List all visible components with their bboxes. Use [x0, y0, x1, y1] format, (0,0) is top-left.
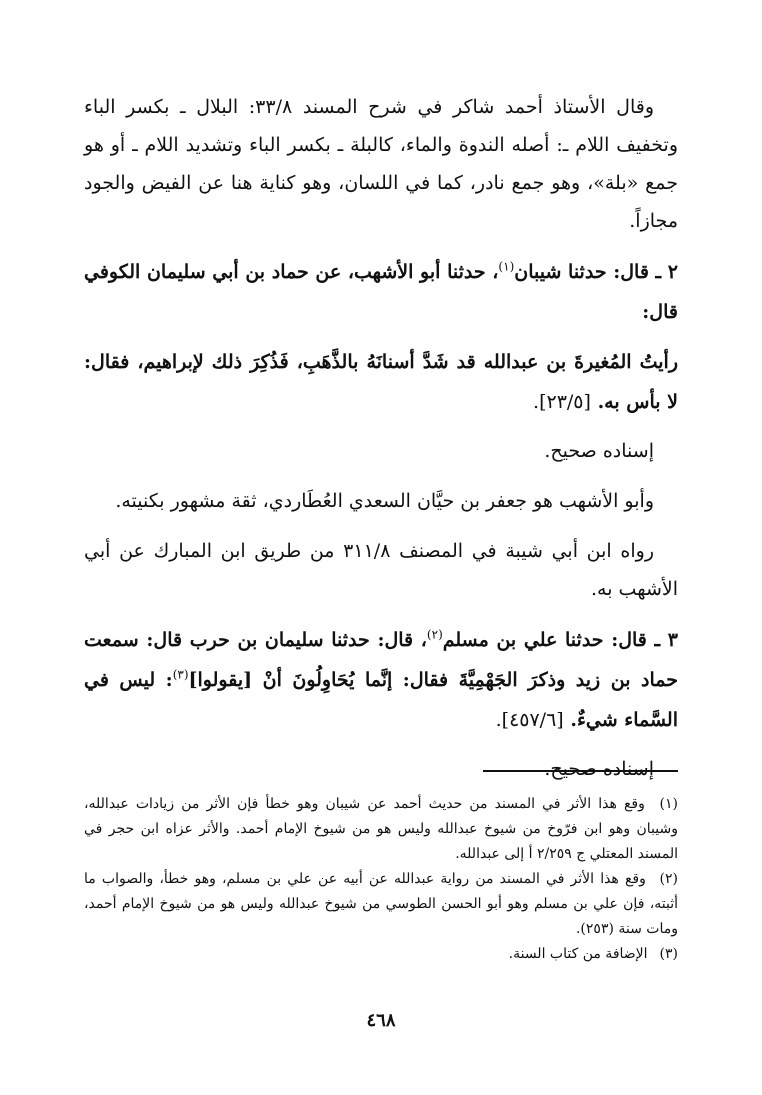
- hadith-2-narrator-note: وأبو الأشهب هو جعفر بن حيَّان السعدي العُطَاردي، ثقة مشهور بكنيته.: [115, 490, 654, 512]
- hadith-2-isnad-rest: ، حدثنا أبو الأشهب، عن حماد بن أبي سليمان الكوفي قال:: [84, 261, 678, 323]
- hadith-2-reference: [٢٣/٥].: [533, 391, 591, 413]
- hadith-2-isnad-start: ٢ ـ قال: حدثنا شيبان: [514, 261, 679, 283]
- footnote-2-number: (٢): [659, 871, 678, 887]
- hadith-3-isnad-rest: ، قال: حدثنا سليمان بن حرب قال: سمعت حماد بن زيد وذكرَ الجَهْمِيَّةَ فقال: إنَّما يُحَاوِلُونَ أنْ [يقولوا]: [84, 629, 678, 691]
- hadith-2-takhrij: رواه ابن أبي شيبة في المصنف ٣١١/٨ من طريق ابن المبارك عن أبي الأشهب به.: [84, 540, 678, 600]
- footnote-divider: [483, 770, 678, 772]
- footnote-ref-2: (٢): [426, 627, 443, 642]
- hadith-3-text: : ليس في السَّماء شيءٌ.: [84, 669, 678, 731]
- footnote-1: [84, 792, 678, 867]
- hadith-2: [84, 252, 678, 332]
- footnote-ref-1: (١): [498, 259, 515, 274]
- hadith-3-isnad-start: ٣ ـ قال: حدثنا علي بن مسلم: [442, 629, 678, 651]
- footnote-ref-3: (٣): [172, 667, 189, 682]
- hadith-3: [84, 620, 678, 740]
- footnote-2: [84, 867, 678, 942]
- footnote-1-text: وقع هذا الأثر في المسند من حديث أحمد عن شيبان وهو خطأ فإن الأثر من زيادات عبدالله، وشيبان وهو ابن فرّوخ من شيوخ عبدالله وليس هو من شيوخ الإمام أحمد. والأثر عزاه ابن حجر في المسند المعتلي ج ٢/٢٥٩ أ إلى عبدالله.: [84, 796, 678, 862]
- hadith-2-matn: [84, 342, 678, 422]
- hadith-2-grading: إسناده صحيح.: [544, 440, 654, 462]
- footnote-2-text: وقع هذا الأثر في المسند من رواية عبدالله عن أبيه عن علي بن مسلم، وهو خطأ، والصواب ما أثبته، فإن علي بن مسلم وهو أبو الحسن الطوسي من شيوخ عبدالله وليس هو من شيوخ الإمام أحمد، ومات سنة (٢٥٣).: [84, 871, 678, 937]
- page-number: ٤٦٨: [366, 1010, 396, 1031]
- commentary-paragraph: وقال الأستاذ أحمد شاكر في شرح المسند ٣٣/٨: البلال ـ بكسر الباء وتخفيف اللام ـ: أصله الندوة والماء، كالبلة ـ بكسر الباء وتشديد اللام ـ أو هو جمع «بلة»، وهو جمع نادر، كما في اللسان، وهو كناية هنا عن الفيض والجود مجازاً.: [84, 96, 678, 232]
- footnotes: [84, 792, 678, 967]
- hadith-2-text: رأيتُ المُغيرةَ بن عبدالله قد شَدَّ أسنانَهُ بالذَّهَبِ، فَذُكِرَ ذلك لإبراهيم، فقال: لا بأس به.: [84, 351, 678, 413]
- footnote-1-number: (١): [659, 796, 679, 812]
- footnote-3: [84, 942, 678, 967]
- footnote-3-text: الإضافة من كتاب السنة.: [508, 946, 648, 962]
- footnote-3-number: (٣): [659, 946, 678, 962]
- hadith-3-reference: [٤٥٧/٦].: [495, 709, 564, 731]
- hadith-3-grading: إسناده صحيح.: [544, 758, 654, 780]
